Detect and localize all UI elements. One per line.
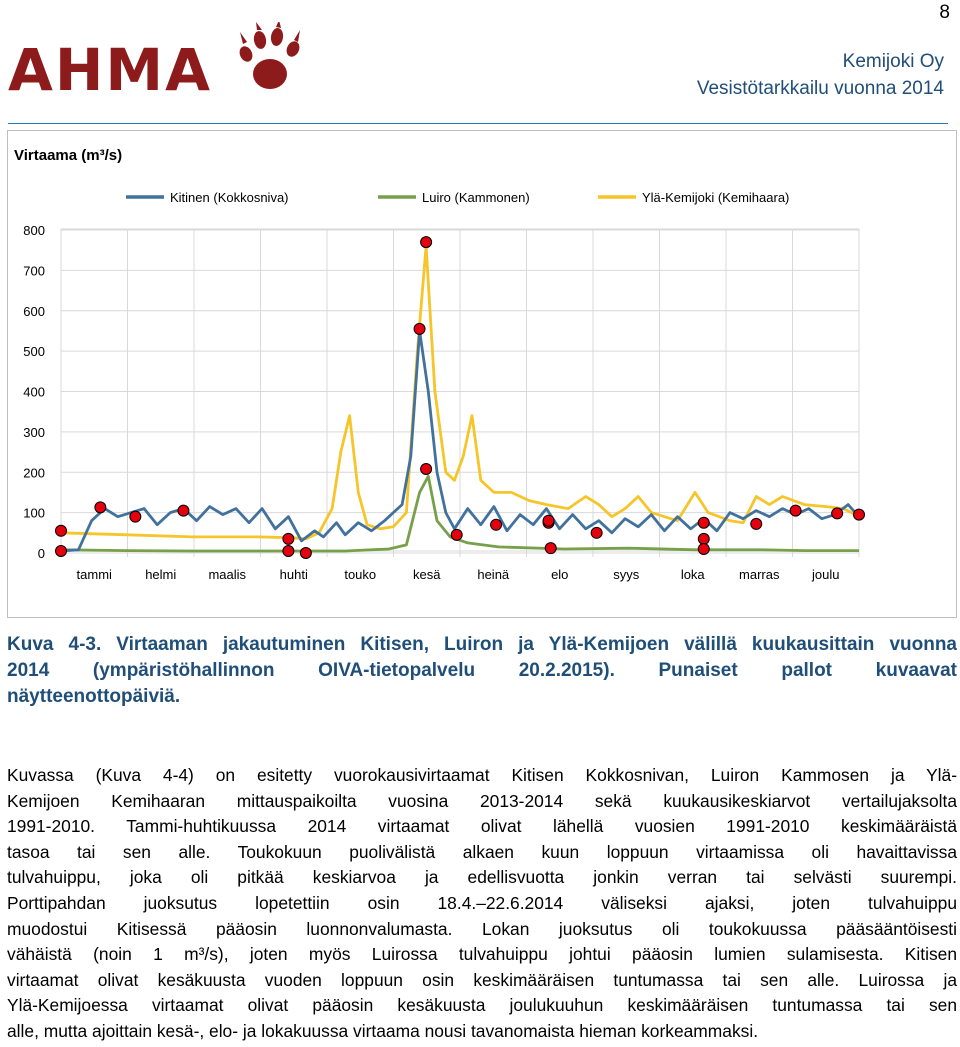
sample-point	[414, 323, 425, 334]
y-tick-label: 500	[23, 344, 45, 360]
body-line: alle, mutta ajoittain kesä-, elo- ja lokakuussa virtaama nousi tavanomaista hieman korkeammaksi.	[7, 1020, 759, 1041]
sample-point	[698, 517, 709, 528]
sample-point	[283, 545, 294, 556]
sample-point	[451, 529, 462, 540]
sample-point	[56, 525, 67, 536]
y-tick-label: 100	[23, 505, 45, 521]
body-line: virtaamat olivat kesäkuusta vuoden loppuun osin keskimääräisen tuntumassa tai sen alle. Luirossa ja	[7, 969, 957, 990]
x-tick-label: loka	[680, 567, 705, 582]
caption-line: näytteenottopäiviä.	[7, 686, 181, 707]
sample-point	[283, 533, 294, 544]
caption-line: 2014 (ympäristöhallinnon OIVA-tietopalvelu 20.2.2015). Punaiset pallot kuvaavat	[7, 660, 957, 681]
x-tick-label: marras	[739, 567, 780, 582]
sample-point	[545, 543, 556, 554]
figure-caption	[7, 632, 957, 710]
flow-chart-svg	[8, 131, 956, 617]
legend-label: Kitinen (Kokkosniva)	[170, 190, 289, 205]
ahma-logo	[8, 22, 308, 106]
x-tick-label: touko	[344, 567, 377, 582]
x-tick-label: kesä	[413, 567, 441, 582]
document-header	[697, 48, 944, 102]
x-tick-labels	[77, 567, 840, 582]
sample-point	[300, 548, 311, 559]
y-tick-label: 300	[23, 424, 45, 440]
body-line: tulvahuippu, joka oli pitkää keskiarvoa ja edellisvuotta jonkin verran tai selvästi suurempi.	[7, 867, 957, 888]
body-line: 1991-2010. Tammi-huhtikuussa 2014 virtaamat olivat lähellä vuosien 1991-2010 keskimääräistä	[7, 816, 957, 837]
sample-point	[832, 508, 843, 519]
y-tick-label: 200	[23, 465, 45, 481]
y-tick-label: 600	[23, 303, 45, 319]
chart-legend	[126, 190, 789, 205]
sample-point	[95, 502, 106, 513]
y-axis-title: Virtaama (m³/s)	[14, 147, 123, 164]
company-name: Kemijoki Oy	[842, 51, 944, 72]
legend-label: Ylä-Kemijoki (Kemihaara)	[642, 190, 790, 205]
x-tick-label: syys	[613, 567, 640, 582]
paw-icon	[236, 22, 306, 102]
sample-point	[790, 505, 801, 516]
body-line: tasoa tai sen alle. Toukokuun puolivälistä alkaen kuun loppuun virtaamissa oli havaittavissa	[7, 841, 957, 862]
body-line: vähäistä (noin 1 m³/s), joten myös Luirossa tulvahuippu johtui pääosin lumien sulamisesta. Kitisen	[7, 944, 957, 965]
body-line: Kemijoen Kemihaaran mittauspaikoilta vuosina 2013-2014 sekä kuukausikeskiarvot vertailujaksolta	[7, 790, 957, 811]
sample-point	[421, 464, 432, 475]
logo-text: AHMA	[8, 36, 213, 104]
y-tick-label: 400	[23, 384, 45, 400]
sample-point	[751, 518, 762, 529]
body-paragraph	[7, 763, 957, 1045]
x-tick-label: joulu	[812, 567, 840, 582]
x-tick-label: tammi	[76, 567, 112, 582]
sample-point	[56, 545, 67, 556]
sample-point	[421, 237, 432, 248]
body-line: Ylä-Kemijoessa virtaamat olivat pääosin kesäkuusta joulukuuhun keskimääräisen tuntumassa tai sen	[7, 995, 957, 1016]
body-line: Kuvassa (Kuva 4-4) on esitetty vuorokausivirtaamat Kitisen Kokkosnivan, Luiron Kammosen ja Ylä-	[7, 765, 957, 785]
x-tick-label: heinä	[477, 567, 510, 582]
sample-point	[543, 515, 554, 526]
x-tick-label: helmi	[145, 567, 177, 582]
sample-point	[854, 509, 865, 520]
x-tick-label: elo	[551, 567, 569, 582]
y-tick-labels	[23, 223, 45, 561]
sample-point	[591, 527, 602, 538]
sample-point	[130, 511, 141, 522]
flow-chart	[7, 130, 957, 618]
legend-label: Luiro (Kammonen)	[422, 190, 530, 205]
y-tick-label: 0	[37, 546, 45, 561]
caption-line: Kuva 4-3. Virtaaman jakautuminen Kitisen, Luiron ja Ylä-Kemijoen välillä kuukausittain vuonna	[7, 634, 957, 655]
body-line: muodostui Kitisessä pääosin luonnonvalumasta. Lokan juoksutus oli toukokuussa pääsääntöisesti	[7, 918, 957, 939]
sample-point	[491, 519, 502, 530]
page-number: 8	[939, 2, 950, 23]
sample-point	[698, 533, 709, 544]
header-divider	[8, 123, 948, 124]
y-tick-label: 800	[23, 223, 45, 238]
body-line: Porttipahdan juoksutus lopetettiin osin 18.4.–22.6.2014 väliseksi ajaksi, joten tulvahuippu	[7, 892, 957, 913]
sample-point	[178, 505, 189, 516]
x-tick-label: maalis	[208, 567, 247, 582]
report-title: Vesistötarkkailu vuonna 2014	[696, 78, 944, 99]
x-tick-label: huhti	[279, 567, 308, 582]
y-tick-label: 700	[23, 263, 45, 279]
sample-point	[698, 543, 709, 554]
